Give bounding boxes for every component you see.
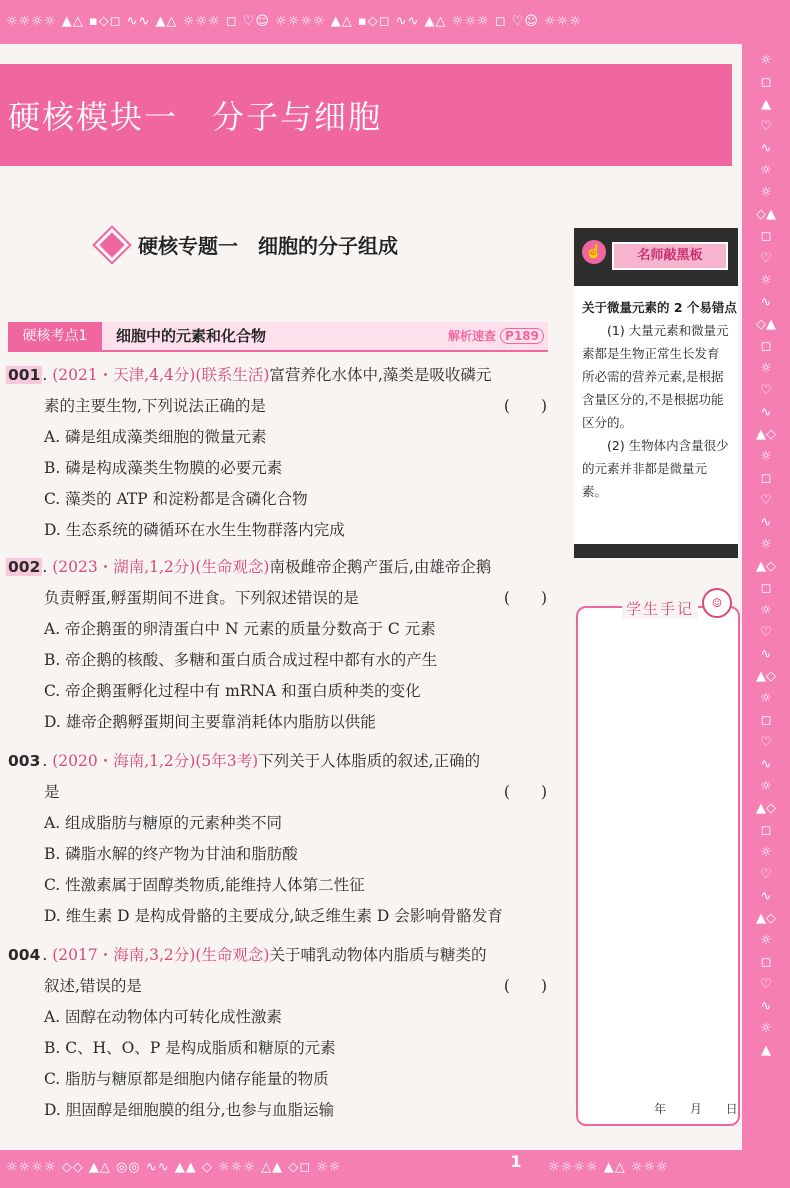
question-003: 003 . (2020・海南,1,2分)(5年3考)下列关于人体脂质的叙述,正确的 是 ( ) A. 组成脂肪与糖原的元素种类不同 B. 磷脂水解的终产物为甘油和脂肪酸 C. 性激素属于固醇类物质,能维持人体第二性征 D. 维生素 D 是构成骨骼的主要成分,缺乏维生素 D 会影响骨骼发育 — [6, 746, 551, 932]
question-source: (2021・天津,4,4分)(联系生活) — [52, 366, 270, 384]
question-number: 003 — [8, 752, 41, 770]
question-number: 001 — [8, 366, 41, 384]
question-stem-line: 是 — [44, 783, 60, 801]
module-banner — [0, 64, 732, 166]
blackboard-point-1: (1) 大量元素和微量元素都是生物正常生长发育所必需的营养元素,是根据含量区分的,不是根据功能区分的。 — [582, 323, 729, 430]
option-b[interactable]: B. C、H、O、P 是构成脂质和糖原的元素 — [44, 1039, 336, 1057]
module-title: 硬核模块一 分子与细胞 — [8, 98, 383, 136]
student-notes-title: 学生手记 — [622, 598, 698, 619]
option-a[interactable]: A. 磷是组成藻类细胞的微量元素 — [44, 428, 267, 446]
answer-reference[interactable] — [448, 327, 544, 344]
blackboard-label: 名师敲黑板 — [612, 242, 728, 270]
kaodian-tag: 硬核考点1 — [8, 322, 102, 350]
teacher-blackboard — [574, 228, 738, 558]
question-stem-line: 素的主要生物,下列说法正确的是 — [44, 397, 266, 415]
option-c[interactable]: C. 脂肪与糖原都是细胞内储存能量的物质 — [44, 1070, 329, 1088]
kaodian-title: 细胞中的元素和化合物 — [116, 327, 267, 345]
border-ornament-top: ☼☼☼☼ ▲△ ▪◇◻ ∿∿ ▲△ ☼☼☼ ◻ ♡☺ ☼☼☼☼ ▲△ ▪◇◻ ∿∿ ▲△ ☼☼☼ ◻ ♡☺ ☼☼☼ — [6, 14, 582, 29]
question-004: 004 . (2017・海南,3,2分)(生命观念)关于哺乳动物体内脂质与糖类的 叙述,错误的是 ( ) A. 固醇在动物体内可转化成性激素 B. C、H、O、P 是构成脂质和糖原的元素 C. 脂肪与糖原都是细胞内储存能量的物质 D. 胆固醇是细胞膜的组分,也参与血脂运输 — [6, 940, 551, 1126]
option-a[interactable]: A. 帝企鹅蛋的卵清蛋白中 N 元素的质量分数高于 C 元素 — [44, 620, 436, 638]
page-number: 1 — [510, 1152, 522, 1171]
blackboard-body — [574, 286, 738, 513]
border-ornament-right: ☼◻▲♡∿☼☼◇▲◻♡☼∿◇▲◻☼♡∿▲◇☼◻♡∿☼▲◇◻☼♡∿▲◇☼◻♡∿☼▲◇◻☼♡∿▲◇☼◻♡∿☼▲ — [756, 53, 776, 1058]
question-source: (2023・湖南,1,2分)(生命观念) — [52, 558, 270, 576]
question-002: 002 . (2023・湖南,1,2分)(生命观念)南极雌帝企鹅产蛋后,由雄帝企鹅 负责孵蛋,孵蛋期间不进食。下列叙述错误的是 ( ) A. 帝企鹅蛋的卵清蛋白中 N 元素的质量分数高于 C 元素 B. 帝企鹅的核酸、多糖和蛋白质合成过程中都有水的产生 C. 帝企鹅蛋孵化过程中有 mRNA 和蛋白质种类的变化 D. 雄帝企鹅孵蛋期间主要靠消耗体内脂肪以供能 — [6, 552, 551, 738]
answer-reference-label: 解析速查 — [447, 329, 496, 343]
diamond-bullet-icon — [95, 228, 129, 262]
border-ornament-bottom: ☼☼☼☼ ◇◇ ▲△ ◎◎ ∿∿ ▲▲ ◇ ☼☼☼ △▲ ◇◻ ☼☼ — [6, 1160, 342, 1175]
answer-blank[interactable]: ( ) — [503, 589, 547, 607]
question-stem-line: 下列关于人体脂质的叙述,正确的 — [258, 752, 481, 770]
question-001: 001 . (2021・天津,4,4分)(联系生活)富营养化水体中,藻类是吸收磷元 素的主要生物,下列说法正确的是 ( ) A. 磷是组成藻类细胞的微量元素 B. 磷是构成藻类生物膜的必要元素 C. 藻类的 ATP 和淀粉都是含磷化合物 D. 生态系统的磷循环在水生生物群落内完成 — [6, 360, 551, 546]
answer-reference-page: P189 — [500, 328, 544, 344]
option-d[interactable]: D. 胆固醇是细胞膜的组分,也参与血脂运输 — [44, 1101, 335, 1119]
question-number: 002 — [8, 558, 41, 576]
blackboard-point-2: (2) 生物体内含量很少的元素并非都是微量元素。 — [582, 438, 729, 499]
border-ornament-bottom-right: ☼☼☼☼ ▲△ ☼☼☼ — [548, 1160, 669, 1175]
option-a[interactable]: A. 固醇在动物体内可转化成性激素 — [44, 1008, 283, 1026]
notes-date-line[interactable]: 年 月 日 — [654, 1102, 738, 1116]
kaodian-bar — [8, 322, 548, 352]
girl-face-icon: ☺ — [702, 588, 732, 618]
question-stem-line: 南极雌帝企鹅产蛋后,由雄帝企鹅 — [269, 558, 492, 576]
option-d[interactable]: D. 雄帝企鹅孵蛋期间主要靠消耗体内脂肪以供能 — [44, 713, 376, 731]
question-source: (2017・海南,3,2分)(生命观念) — [52, 946, 270, 964]
question-source: (2020・海南,1,2分)(5年3考) — [52, 752, 259, 770]
blackboard-footer — [574, 544, 738, 558]
option-a[interactable]: A. 组成脂肪与糖原的元素种类不同 — [44, 814, 283, 832]
student-notes-box[interactable] — [576, 606, 740, 1126]
option-c[interactable]: C. 性激素属于固醇类物质,能维持人体第二性征 — [44, 876, 365, 894]
question-stem-line: 富营养化水体中,藻类是吸收磷元 — [269, 366, 492, 384]
blackboard-header — [574, 228, 738, 286]
blackboard-title: 关于微量元素的 2 个易错点 — [582, 300, 737, 315]
option-d[interactable]: D. 维生素 D 是构成骨骼的主要成分,缺乏维生素 D 会影响骨骼发育 — [44, 907, 503, 925]
option-b[interactable]: B. 磷脂水解的终产物为甘油和脂肪酸 — [44, 845, 298, 863]
question-stem-line: 负责孵蛋,孵蛋期间不进食。下列叙述错误的是 — [44, 589, 359, 607]
option-b[interactable]: B. 磷是构成藻类生物膜的必要元素 — [44, 459, 283, 477]
question-stem-line: 叙述,错误的是 — [44, 977, 142, 995]
answer-blank[interactable]: ( ) — [503, 397, 547, 415]
option-b[interactable]: B. 帝企鹅的核酸、多糖和蛋白质合成过程中都有水的产生 — [44, 651, 438, 669]
option-c[interactable]: C. 藻类的 ATP 和淀粉都是含磷化合物 — [44, 490, 308, 508]
hand-icon: ☝ — [582, 240, 606, 264]
question-stem-line: 关于哺乳动物体内脂质与糖类的 — [269, 946, 487, 964]
topic-title: 硬核专题一 细胞的分子组成 — [138, 234, 398, 258]
topic-heading — [100, 230, 398, 259]
answer-blank[interactable]: ( ) — [503, 783, 547, 801]
answer-blank[interactable]: ( ) — [503, 977, 547, 995]
question-number: 004 — [8, 946, 41, 964]
option-d[interactable]: D. 生态系统的磷循环在水生生物群落内完成 — [44, 521, 345, 539]
option-c[interactable]: C. 帝企鹅蛋孵化过程中有 mRNA 和蛋白质种类的变化 — [44, 682, 421, 700]
